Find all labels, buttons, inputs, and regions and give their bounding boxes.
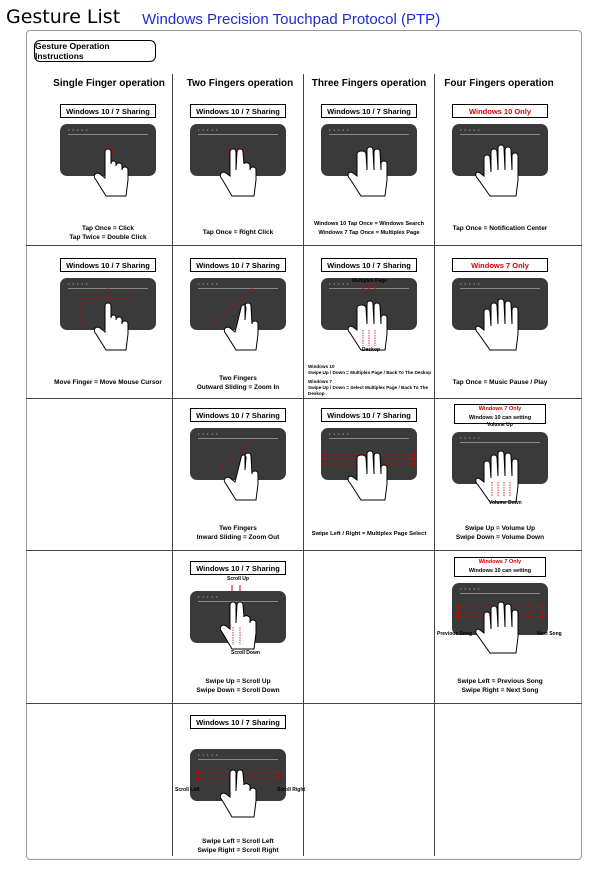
os-badge: Windows 10 / 7 Sharing — [190, 408, 286, 422]
label-scroll-left: Scroll Left — [175, 787, 200, 793]
cell-two-zoom-out — [173, 400, 303, 550]
touchpad: • • • • • — [321, 278, 417, 330]
hand-one-finger-icon — [78, 130, 138, 210]
row-divider — [26, 550, 582, 551]
gesture-caption: Tap Once = Click Tap Twice = Double Click — [69, 225, 147, 241]
touchpad: • • • • • — [190, 428, 286, 480]
cell-three-multiplex — [304, 250, 434, 398]
gesture-caption: Move Finger = Move Mouse Cursor — [54, 379, 162, 386]
column-header-three: Three Fingers operation — [311, 78, 427, 89]
cell-two-zoom-in — [173, 250, 303, 398]
gesture-caption: Swipe Up = Volume Up Swipe Down = Volume Down — [455, 525, 545, 541]
label-scroll-right: Scroll Right — [277, 787, 306, 793]
header — [6, 6, 586, 30]
os-badge: Windows 10 / 7 Sharing — [190, 104, 286, 118]
touchpad: • • • • • — [60, 278, 156, 330]
hand-three-fingers-icon — [339, 434, 399, 514]
hand-three-fingers-icon — [339, 130, 399, 210]
gesture-caption: Two Fingers Outward Sliding = Zoom In — [196, 375, 280, 391]
label-scroll-up: Scroll Up — [227, 576, 249, 582]
os-badge: Windows 10 / 7 Sharing — [60, 258, 156, 272]
touchpad: • • • • • — [452, 278, 548, 330]
label-desktop: Deskop — [362, 347, 381, 353]
touchpad: • • • • • — [190, 749, 286, 801]
gesture-caption: Tap Once = Music Pause / Play — [452, 379, 548, 386]
cell-three-multiplex-select — [304, 400, 434, 550]
os-badge: Windows 7 Only Windows 10 can setting — [454, 557, 546, 577]
cell-four-volume — [435, 400, 565, 550]
page-subtitle: Windows Precision Touchpad Protocol (PTP) — [142, 11, 441, 28]
label-scroll-down: Scroll Down — [231, 650, 260, 656]
cell-four-music — [435, 250, 565, 398]
gesture-notes: Windows 10 Swipe Up / Down = Multiplex Page / Back To The Deskop Windows 7 Swipe Up / Down = Select Multiplex Page / Back To The Deskop — [308, 364, 432, 396]
touchpad: • • • • • — [190, 278, 286, 330]
touchpad: • • • • • — [452, 124, 548, 176]
gesture-caption: Swipe Left / Right = Multiplex Page Select — [311, 531, 427, 537]
label-volume-down: Volume Down — [489, 500, 522, 506]
column-header-single: Single Finger operation — [53, 78, 165, 89]
gesture-caption: Tap Once = Notification Center — [452, 225, 548, 232]
os-badge: Windows 10 / 7 Sharing — [190, 258, 286, 272]
os-badge: Windows 7 Only — [452, 258, 548, 272]
label-volume-up: Volume Up — [487, 422, 513, 428]
os-badge: Windows 10 / 7 Sharing — [321, 408, 417, 422]
touchpad: • • • • • — [452, 432, 548, 484]
cell-four-tap — [435, 96, 565, 245]
instructions-label: Gesture Operation Instructions — [34, 40, 156, 62]
cell-four-song — [435, 553, 565, 703]
row-divider — [26, 398, 582, 399]
gesture-caption: Tap Once = Right Click — [202, 229, 274, 236]
hand-zoom-in-icon — [203, 284, 273, 364]
column-header-two: Two Fingers operation — [186, 78, 294, 89]
cell-two-tap — [173, 96, 303, 245]
hand-move-cursor-icon — [73, 284, 143, 364]
os-badge: Windows 7 Only Windows 10 can setting — [454, 404, 546, 424]
row-divider — [26, 703, 582, 704]
page-title: Gesture List — [6, 6, 121, 28]
cell-single-tap — [44, 96, 172, 245]
cell-two-scroll-horizontal — [173, 707, 306, 857]
touchpad: • • • • • — [190, 124, 286, 176]
label-previous-song: Previous Song — [437, 631, 473, 637]
row-divider — [26, 245, 582, 246]
touchpad: • • • • • — [452, 583, 548, 635]
hand-two-fingers-icon — [208, 751, 268, 831]
hand-four-fingers-icon — [470, 587, 530, 667]
cell-three-tap — [304, 96, 434, 245]
gesture-caption: Swipe Up = Scroll Up Swipe Down = Scroll Down — [196, 678, 280, 694]
hand-four-fingers-icon — [470, 130, 530, 210]
hand-zoom-out-icon — [203, 434, 273, 514]
hand-two-fingers-icon — [208, 130, 268, 210]
os-badge: Windows 10 / 7 Sharing — [321, 258, 417, 272]
label-multiplex-page: Multiplex Page — [352, 278, 388, 284]
pad-indicators: • • • • • — [68, 127, 89, 132]
os-badge: Windows 10 / 7 Sharing — [60, 104, 156, 118]
os-badge: Windows 10 Only — [452, 104, 548, 118]
gesture-caption: Two Fingers Inward Sliding = Zoom Out — [196, 525, 280, 541]
os-badge: Windows 10 / 7 Sharing — [190, 561, 286, 575]
label-next-song: Next Song — [537, 631, 562, 637]
touchpad: • • • • • — [321, 124, 417, 176]
touchpad: • • • • • — [190, 591, 286, 643]
hand-four-fingers-icon — [470, 284, 530, 364]
gesture-caption: Swipe Left = Scroll Left Swipe Right = Scroll Right — [197, 838, 279, 854]
gesture-caption: Windows 10 Tap Once = Windows Search Windows 7 Tap Once = Multiplex Page — [314, 221, 424, 236]
gesture-caption: Swipe Left = Previous Song Swipe Right = Next Song — [457, 678, 543, 694]
os-badge: Windows 10 / 7 Sharing — [190, 715, 286, 729]
touchpad: • • • • • — [321, 428, 417, 480]
os-badge: Windows 10 / 7 Sharing — [321, 104, 417, 118]
cell-single-move — [44, 250, 172, 398]
column-header-four: Four Fingers operation — [444, 78, 554, 89]
cell-two-scroll-vertical — [173, 553, 303, 703]
